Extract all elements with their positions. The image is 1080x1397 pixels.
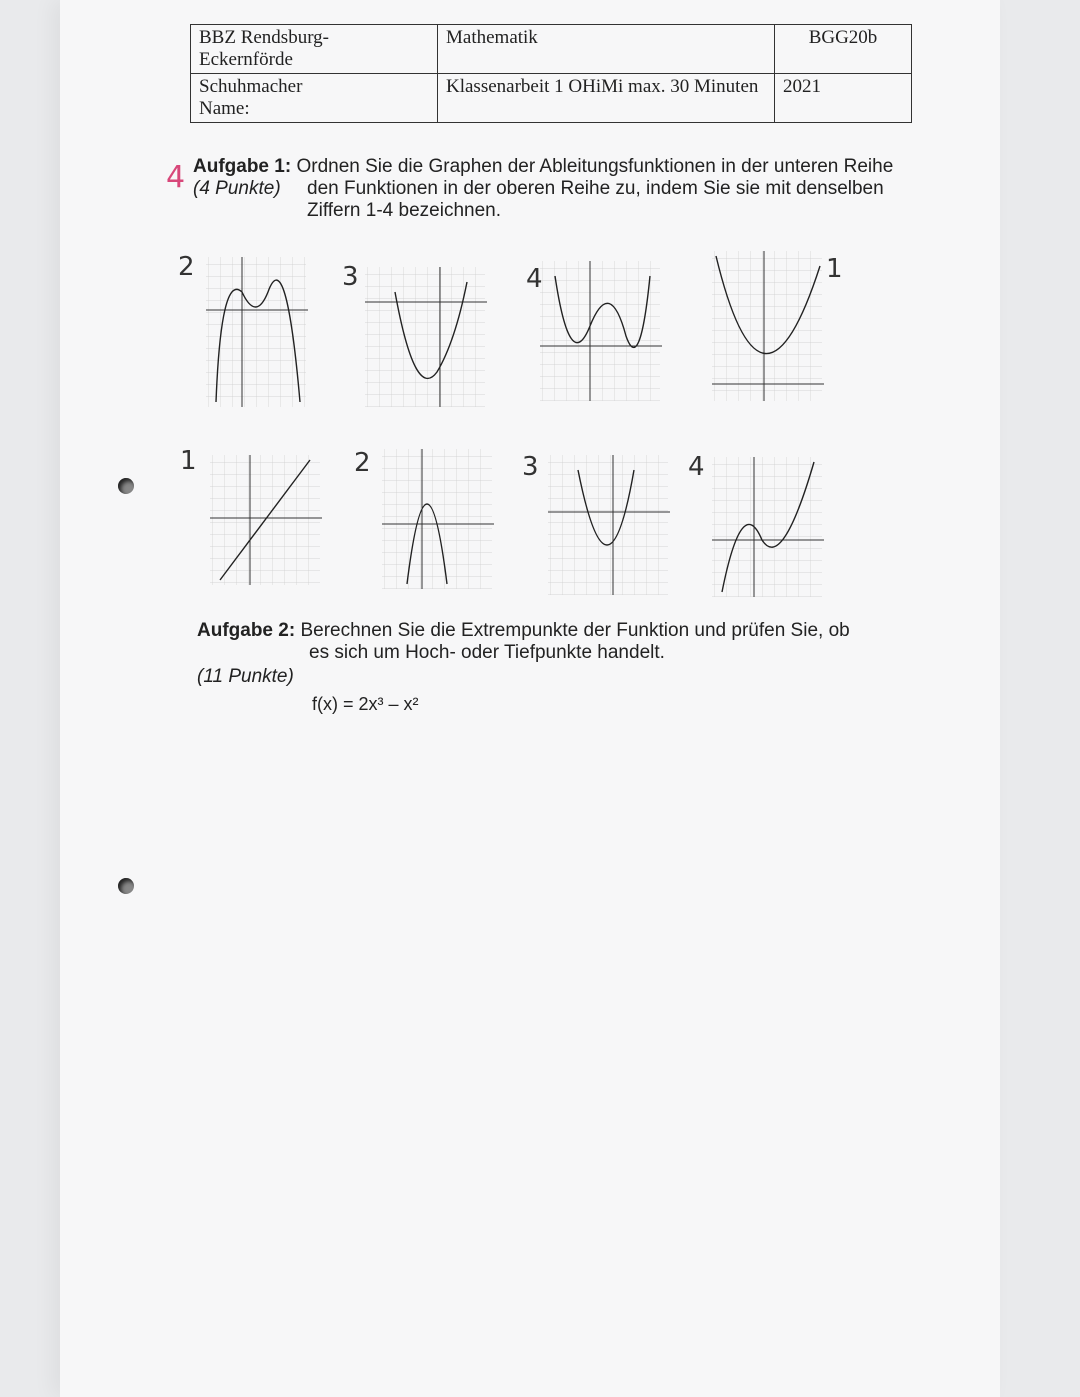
task1-title: Aufgabe 1:	[193, 156, 292, 177]
task2	[197, 620, 917, 688]
function-formula: f(x) = 2x³ – x²	[312, 694, 419, 714]
top-label-3: 4	[526, 264, 543, 294]
punch-hole	[118, 878, 134, 894]
task1	[193, 156, 913, 222]
task2-text-line2: es sich um Hoch- oder Tiefpunkte handelt.	[309, 642, 665, 663]
task1-points: (4 Punkte)	[193, 178, 281, 199]
task1-text-line1: Ordnen Sie die Graphen der Ableitungsfunktionen in der unteren Reihe	[296, 156, 894, 177]
task1-text-line2: den Funktionen in der oberen Reihe zu, indem Sie sie mit denselben	[307, 178, 884, 199]
punch-hole	[118, 478, 134, 494]
year-cell: 2021	[775, 74, 912, 123]
graph-plot	[355, 262, 495, 412]
graph-plot	[538, 450, 678, 600]
school-cell: BBZ Rendsburg- Eckernförde	[191, 25, 438, 74]
bottom-graph-1	[200, 450, 330, 590]
graph-plot	[196, 252, 316, 412]
graph-plot	[702, 452, 832, 602]
top-graph-3	[530, 256, 670, 406]
bottom-label-2: 2	[354, 448, 371, 478]
bottom-graph-4	[702, 452, 832, 602]
graph-plot	[200, 450, 330, 590]
graph-plot	[702, 246, 832, 406]
bottom-graph-2	[372, 444, 502, 594]
top-graph-2	[355, 262, 495, 412]
graph-plot	[530, 256, 670, 406]
bottom-graph-3	[538, 450, 678, 600]
top-label-2: 3	[342, 262, 359, 292]
top-label-1: 2	[178, 252, 195, 282]
task2-points: (11 Punkte)	[197, 666, 294, 687]
graph-plot	[372, 444, 502, 594]
exam-cell: Klassenarbeit 1 OHiMi max. 30 Minuten	[438, 74, 775, 123]
task2-text-line1: Berechnen Sie die Extrempunkte der Funktion und prüfen Sie, ob	[300, 620, 850, 641]
teacher-cell: Schuhmacher Name:	[191, 74, 438, 123]
class-cell: BGG20b	[775, 25, 912, 74]
bottom-label-3: 3	[522, 452, 539, 482]
top-graph-4	[702, 246, 832, 406]
top-label-4: 1	[826, 254, 843, 284]
task2-title: Aufgabe 2:	[197, 620, 296, 641]
task1-score: 4	[166, 160, 186, 195]
top-graph-1	[196, 252, 316, 412]
bottom-label-4: 4	[688, 452, 705, 482]
task1-text-line3: Ziffern 1-4 bezeichnen.	[307, 200, 501, 221]
exam-header-table	[190, 24, 912, 123]
subject-cell: Mathematik	[438, 25, 775, 74]
bottom-label-1: 1	[180, 446, 197, 476]
